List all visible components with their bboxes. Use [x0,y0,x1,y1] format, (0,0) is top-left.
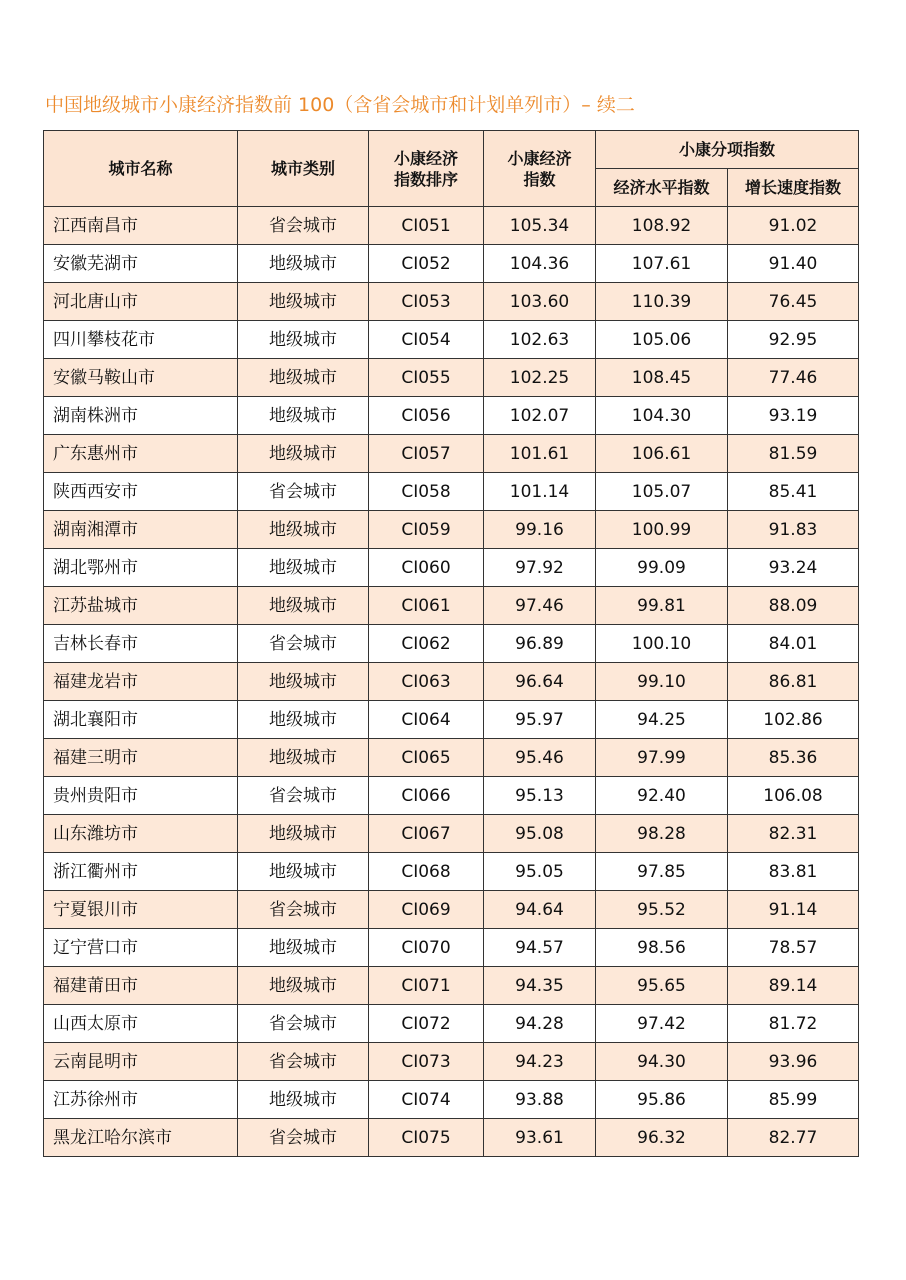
cell-index: 95.46 [484,739,596,777]
table-row [44,207,859,245]
cell-city-type: 地级城市 [238,853,369,891]
cell-city-type: 地级城市 [238,283,369,321]
cell-economic-level: 97.99 [596,739,728,777]
header-index-line-2: 指数 [523,169,556,189]
cell-growth-speed: 85.99 [728,1081,859,1119]
cell-index: 101.14 [484,473,596,511]
table-row [44,245,859,283]
cell-growth-speed: 81.72 [728,1005,859,1043]
cell-city-type: 省会城市 [238,207,369,245]
cell-city-name: 福建莆田市 [44,967,238,1005]
cell-city-name: 吉林长春市 [44,625,238,663]
cell-city-name: 山东潍坊市 [44,815,238,853]
cell-index: 102.63 [484,321,596,359]
cell-rank: CI067 [369,815,484,853]
cell-growth-speed: 83.81 [728,853,859,891]
cell-city-name: 湖南湘潭市 [44,511,238,549]
cell-economic-level: 94.25 [596,701,728,739]
table-row [44,321,859,359]
cell-rank: CI058 [369,473,484,511]
cell-city-name: 四川攀枝花市 [44,321,238,359]
cell-city-name: 江苏徐州市 [44,1081,238,1119]
cell-economic-level: 94.30 [596,1043,728,1081]
cell-city-type: 地级城市 [238,511,369,549]
cell-growth-speed: 91.14 [728,891,859,929]
cell-city-name: 湖北襄阳市 [44,701,238,739]
table-row [44,283,859,321]
cell-economic-level: 92.40 [596,777,728,815]
cell-city-name: 广东惠州市 [44,435,238,473]
cell-economic-level: 99.09 [596,549,728,587]
header-growth-speed: 增长速度指数 [728,169,859,207]
header-city-type: 城市类别 [238,131,369,207]
table-row [44,473,859,511]
cell-city-name: 贵州贵阳市 [44,777,238,815]
header-index-line-1: 小康经济 [507,148,572,168]
cell-growth-speed: 106.08 [728,777,859,815]
header-economic-level: 经济水平指数 [596,169,728,207]
cell-growth-speed: 77.46 [728,359,859,397]
table-row [44,359,859,397]
cell-economic-level: 97.42 [596,1005,728,1043]
cell-index: 101.61 [484,435,596,473]
cell-growth-speed: 102.86 [728,701,859,739]
cell-index: 94.64 [484,891,596,929]
cell-rank: CI063 [369,663,484,701]
header-rank-line-1: 小康经济 [393,148,458,168]
cell-growth-speed: 78.57 [728,929,859,967]
cell-index: 102.07 [484,397,596,435]
cell-growth-speed: 86.81 [728,663,859,701]
cell-growth-speed: 81.59 [728,435,859,473]
table-row [44,777,859,815]
cell-economic-level: 99.10 [596,663,728,701]
table-row [44,701,859,739]
table-row [44,1081,859,1119]
header-row-1 [44,131,859,169]
cell-city-type: 地级城市 [238,321,369,359]
table-row [44,435,859,473]
cell-economic-level: 107.61 [596,245,728,283]
cell-rank: CI051 [369,207,484,245]
cell-economic-level: 99.81 [596,587,728,625]
cell-growth-speed: 76.45 [728,283,859,321]
cell-economic-level: 105.06 [596,321,728,359]
cell-rank: CI071 [369,967,484,1005]
cell-economic-level: 97.85 [596,853,728,891]
cell-economic-level: 98.56 [596,929,728,967]
cell-city-name: 湖北鄂州市 [44,549,238,587]
cell-index: 95.97 [484,701,596,739]
cell-economic-level: 100.99 [596,511,728,549]
table-row [44,853,859,891]
cell-index: 94.28 [484,1005,596,1043]
cell-growth-speed: 91.40 [728,245,859,283]
cell-city-type: 地级城市 [238,739,369,777]
cell-rank: CI072 [369,1005,484,1043]
cell-rank: CI065 [369,739,484,777]
cell-rank: CI060 [369,549,484,587]
cell-city-name: 云南昆明市 [44,1043,238,1081]
cell-rank: CI056 [369,397,484,435]
cell-city-name: 江苏盐城市 [44,587,238,625]
city-index-table [43,130,859,1157]
cell-city-type: 地级城市 [238,1081,369,1119]
cell-rank: CI073 [369,1043,484,1081]
cell-city-type: 地级城市 [238,701,369,739]
cell-index: 95.13 [484,777,596,815]
table-row [44,1043,859,1081]
cell-city-name: 宁夏银川市 [44,891,238,929]
cell-index: 94.57 [484,929,596,967]
cell-city-type: 地级城市 [238,929,369,967]
cell-economic-level: 98.28 [596,815,728,853]
cell-city-type: 省会城市 [238,777,369,815]
cell-rank: CI059 [369,511,484,549]
cell-index: 94.23 [484,1043,596,1081]
cell-rank: CI061 [369,587,484,625]
table-row [44,739,859,777]
cell-rank: CI074 [369,1081,484,1119]
cell-growth-speed: 93.24 [728,549,859,587]
cell-city-type: 省会城市 [238,1005,369,1043]
cell-city-type: 地级城市 [238,587,369,625]
cell-city-type: 地级城市 [238,359,369,397]
header-rank-line-2: 指数排序 [393,169,458,189]
cell-growth-speed: 92.95 [728,321,859,359]
cell-growth-speed: 93.96 [728,1043,859,1081]
cell-economic-level: 95.52 [596,891,728,929]
cell-rank: CI062 [369,625,484,663]
cell-city-type: 地级城市 [238,549,369,587]
cell-growth-speed: 82.77 [728,1119,859,1157]
header-city-name: 城市名称 [44,131,238,207]
cell-growth-speed: 85.41 [728,473,859,511]
cell-index: 95.05 [484,853,596,891]
cell-rank: CI069 [369,891,484,929]
cell-city-type: 省会城市 [238,1043,369,1081]
document-title: 中国地级城市小康经济指数前 100（含省会城市和计划单列市）– 续二 [45,94,635,116]
cell-index: 105.34 [484,207,596,245]
cell-index: 99.16 [484,511,596,549]
cell-economic-level: 100.10 [596,625,728,663]
cell-city-type: 省会城市 [238,625,369,663]
cell-economic-level: 106.61 [596,435,728,473]
table-body [44,207,859,1157]
header-sub-index-group: 小康分项指数 [596,131,859,169]
cell-city-name: 安徽马鞍山市 [44,359,238,397]
cell-growth-speed: 82.31 [728,815,859,853]
cell-growth-speed: 89.14 [728,967,859,1005]
cell-growth-speed: 88.09 [728,587,859,625]
table-header [44,131,859,207]
cell-city-name: 河北唐山市 [44,283,238,321]
cell-index: 96.89 [484,625,596,663]
cell-economic-level: 96.32 [596,1119,728,1157]
cell-rank: CI075 [369,1119,484,1157]
table-row [44,663,859,701]
cell-economic-level: 110.39 [596,283,728,321]
cell-city-type: 地级城市 [238,663,369,701]
cell-rank: CI057 [369,435,484,473]
cell-city-name: 福建三明市 [44,739,238,777]
cell-index: 95.08 [484,815,596,853]
cell-growth-speed: 91.83 [728,511,859,549]
cell-rank: CI055 [369,359,484,397]
cell-city-name: 黑龙江哈尔滨市 [44,1119,238,1157]
table-row [44,511,859,549]
cell-city-name: 福建龙岩市 [44,663,238,701]
cell-city-type: 地级城市 [238,815,369,853]
cell-rank: CI054 [369,321,484,359]
cell-city-type: 省会城市 [238,473,369,511]
cell-city-name: 湖南株洲市 [44,397,238,435]
cell-economic-level: 104.30 [596,397,728,435]
cell-economic-level: 95.65 [596,967,728,1005]
cell-rank: CI070 [369,929,484,967]
cell-index: 93.88 [484,1081,596,1119]
cell-index: 102.25 [484,359,596,397]
cell-growth-speed: 91.02 [728,207,859,245]
table-row [44,1005,859,1043]
header-rank [369,131,484,207]
cell-index: 94.35 [484,967,596,1005]
cell-growth-speed: 84.01 [728,625,859,663]
cell-city-name: 陕西西安市 [44,473,238,511]
cell-city-type: 省会城市 [238,1119,369,1157]
cell-city-type: 地级城市 [238,245,369,283]
table-row [44,397,859,435]
table-row [44,549,859,587]
table-row [44,1119,859,1157]
cell-city-name: 安徽芜湖市 [44,245,238,283]
cell-index: 103.60 [484,283,596,321]
header-index [484,131,596,207]
cell-city-name: 山西太原市 [44,1005,238,1043]
cell-city-name: 江西南昌市 [44,207,238,245]
cell-city-type: 地级城市 [238,397,369,435]
cell-index: 104.36 [484,245,596,283]
cell-economic-level: 108.92 [596,207,728,245]
cell-index: 97.92 [484,549,596,587]
cell-index: 96.64 [484,663,596,701]
cell-city-type: 地级城市 [238,967,369,1005]
cell-growth-speed: 85.36 [728,739,859,777]
cell-city-name: 辽宁营口市 [44,929,238,967]
cell-city-name: 浙江衢州市 [44,853,238,891]
cell-economic-level: 95.86 [596,1081,728,1119]
cell-index: 93.61 [484,1119,596,1157]
table-row [44,929,859,967]
table-row [44,967,859,1005]
cell-city-type: 地级城市 [238,435,369,473]
cell-rank: CI053 [369,283,484,321]
table-row [44,587,859,625]
cell-rank: CI064 [369,701,484,739]
table-row [44,815,859,853]
cell-growth-speed: 93.19 [728,397,859,435]
cell-economic-level: 105.07 [596,473,728,511]
table-row [44,891,859,929]
cell-rank: CI052 [369,245,484,283]
cell-index: 97.46 [484,587,596,625]
cell-city-type: 省会城市 [238,891,369,929]
cell-rank: CI068 [369,853,484,891]
cell-economic-level: 108.45 [596,359,728,397]
table-row [44,625,859,663]
cell-rank: CI066 [369,777,484,815]
